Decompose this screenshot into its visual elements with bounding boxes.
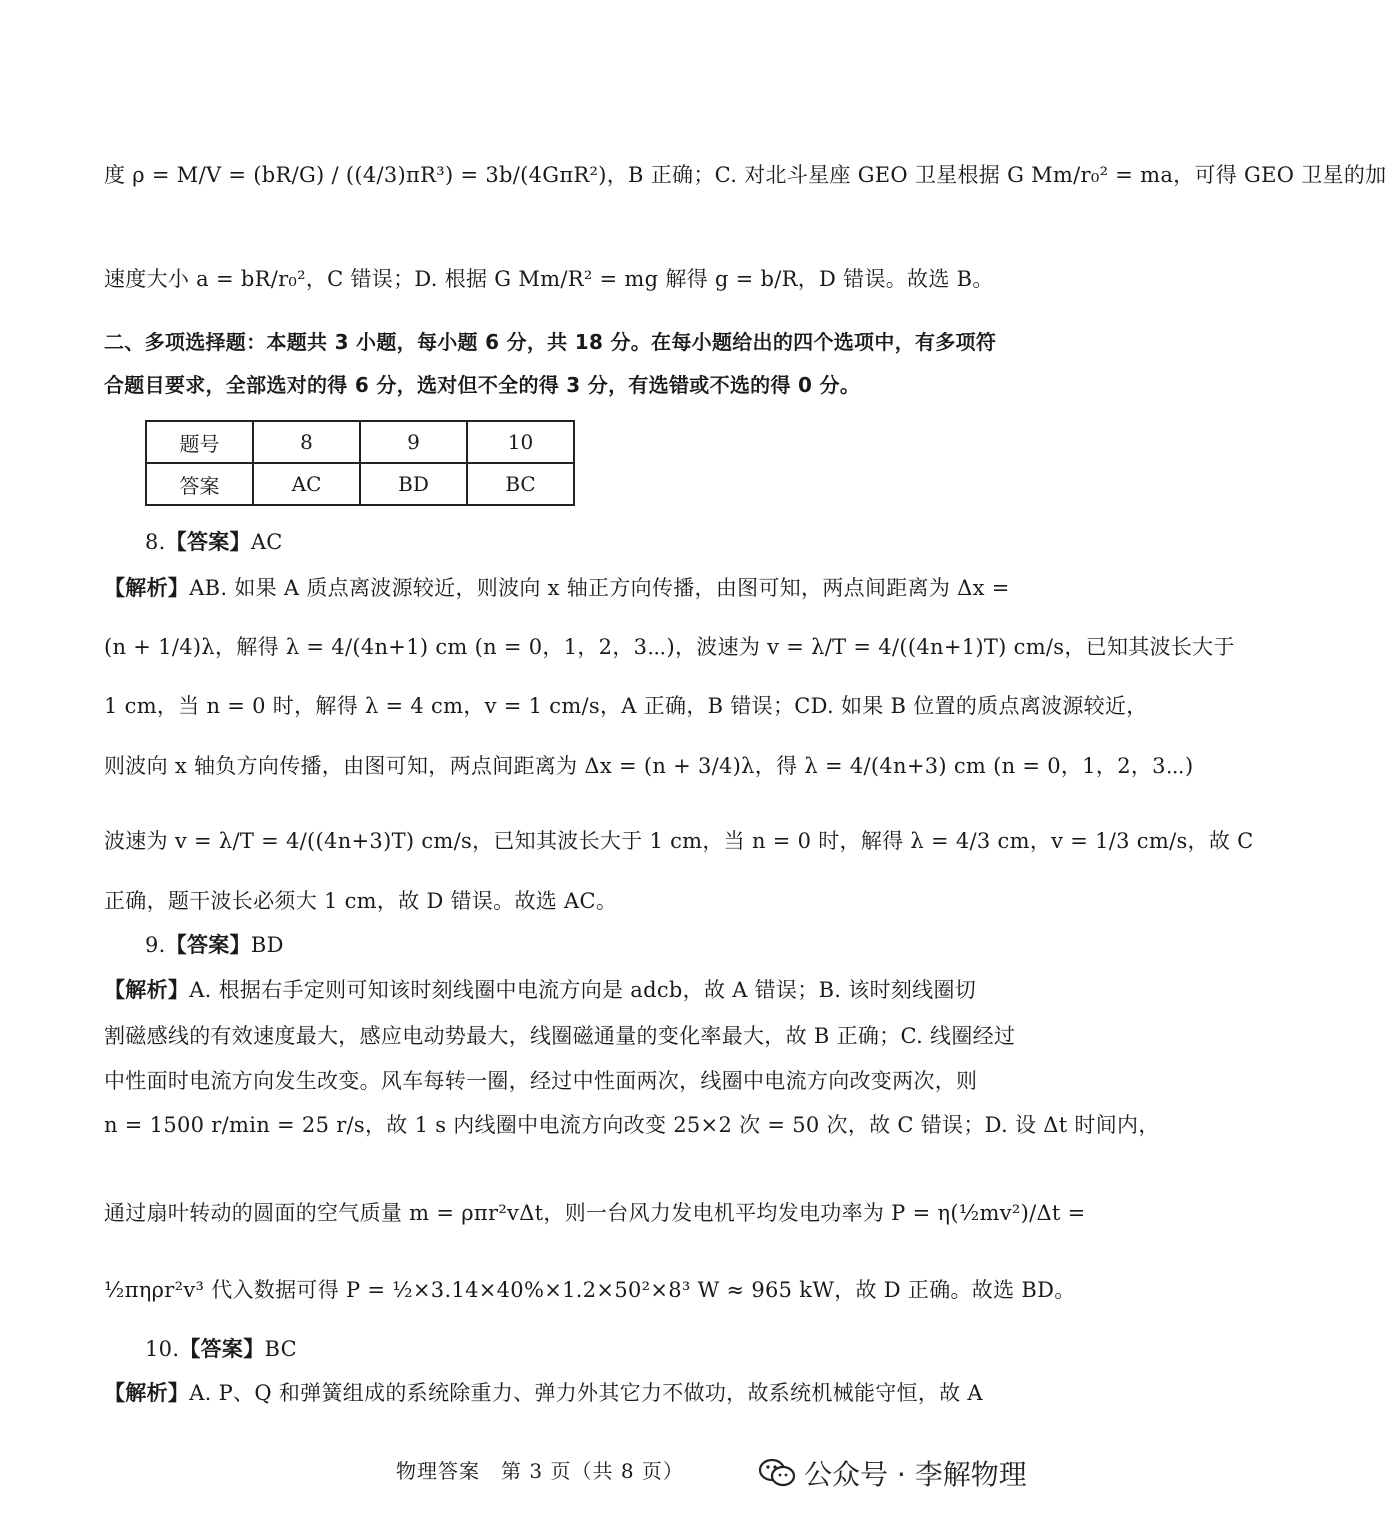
analysis-label: 【解析】 — [104, 978, 190, 1002]
analysis-line — [104, 573, 1010, 603]
answer-value: BD — [250, 933, 284, 957]
text-line: AB. 如果 A 质点离波源较近，则波向 x 轴正方向传播，由图可知，两点间距离为 Δx = — [189, 576, 1010, 600]
answer-value: AC — [250, 530, 283, 554]
answer-value: BC — [264, 1337, 298, 1361]
page-footer: 物理答案 第 3 页（共 8 页） — [396, 1459, 684, 1483]
text-line: 割磁感线的有效速度最大，感应电动势最大，线圈磁通量的变化率最大，故 B 正确；C. 线圈经过 — [104, 1024, 1016, 1048]
text-line: (n + 1/4)λ，解得 λ = 4/(4n+1) cm (n = 0，1，2，3⋯)，波速为 v = λ/T = 4/((4n+1)T) cm/s，已知其波长大于 — [104, 635, 1235, 659]
table-cell: AC — [253, 463, 360, 505]
text-line: A. P、Q 和弹簧组成的系统除重力、弹力外其它力不做功，故系统机械能守恒，故 A — [189, 1381, 983, 1405]
answer-label: 【答案】 — [179, 1337, 265, 1361]
text-line: 速度大小 a = bR/r₀²，C 错误；D. 根据 G Mm/R² = mg 解得 g = b/R，D 错误。故选 B。 — [104, 267, 994, 291]
answer-label: 【答案】 — [165, 933, 251, 957]
watermark — [758, 1453, 1027, 1493]
question-number: 9. — [145, 933, 166, 957]
analysis-label: 【解析】 — [104, 1381, 190, 1405]
table-cell: BC — [467, 463, 574, 505]
analysis-label: 【解析】 — [104, 576, 190, 600]
question-number: 10. — [145, 1337, 180, 1361]
text-line: 中性面时电流方向发生改变。风车每转一圈，经过中性面两次，线圈中电流方向改变两次，则 — [104, 1069, 978, 1093]
answer-heading-8 — [145, 527, 1021, 557]
table-row — [146, 463, 574, 505]
analysis-line — [104, 975, 980, 1005]
answer-table — [145, 420, 575, 506]
section-title: 合题目要求，全部选对的得 6 分，选对但不全的得 3 分，有选错或不选的得 0 分。 — [104, 373, 861, 397]
section-title: 二、多项选择题：本题共 3 小题，每小题 6 分，共 18 分。在每小题给出的四个选项中，有多项符 — [104, 330, 997, 354]
text-line: 正确，题干波长必须大 1 cm，故 D 错误。故选 AC。 — [104, 889, 618, 913]
table-cell: 题号 — [146, 421, 253, 463]
table-cell: BD — [360, 463, 467, 505]
table-cell: 8 — [253, 421, 360, 463]
watermark-text: 公众号 · 李解物理 — [804, 1458, 1027, 1491]
wechat-icon — [758, 1457, 796, 1489]
text-line: A. 根据右手定则可知该时刻线圈中电流方向是 adcb，故 A 错误；B. 该时刻线圈切 — [189, 978, 977, 1002]
answer-heading-9 — [145, 930, 1021, 960]
text-line: ½πηρr²v³ 代入数据可得 P = ½×3.14×40%×1.2×50²×8³ W ≈ 965 kW，故 D 正确。故选 BD。 — [104, 1278, 1076, 1302]
table-row — [146, 421, 574, 463]
analysis-line — [104, 1378, 983, 1408]
table-cell: 9 — [360, 421, 467, 463]
text-line: n = 1500 r/min = 25 r/s，故 1 s 内线圈中电流方向改变 25×2 次 = 50 次，故 C 错误；D. 设 Δt 时间内， — [104, 1113, 1160, 1137]
text-line: 波速为 v = λ/T = 4/((4n+3)T) cm/s，已知其波长大于 1 cm，当 n = 0 时，解得 λ = 4/3 cm，v = 1/3 cm/s，故 C — [104, 829, 1254, 853]
text-line: 则波向 x 轴负方向传播，由图可知，两点间距离为 Δx = (n + 3/4)λ，得 λ = 4/(4n+3) cm (n = 0，1，2，3⋯) — [104, 754, 1194, 778]
question-number: 8. — [145, 530, 166, 554]
answer-label: 【答案】 — [165, 530, 251, 554]
text-line: 度 ρ = M/V = (bR/G) / ((4/3)πR³) = 3b/(4GπR²)，B 正确；C. 对北斗星座 GEO 卫星根据 G Mm/r₀² = ma，可得 GEO 卫星的加 — [104, 163, 1386, 187]
table-cell: 10 — [467, 421, 574, 463]
table-cell: 答案 — [146, 463, 253, 505]
text-line: 1 cm，当 n = 0 时，解得 λ = 4 cm，v = 1 cm/s，A 正确，B 错误；CD. 如果 B 位置的质点离波源较近， — [104, 694, 1148, 718]
answer-heading-10 — [145, 1334, 1021, 1364]
text-line: 通过扇叶转动的圆面的空气质量 m = ρπr²vΔt，则一台风力发电机平均发电功率为 P = η(½mv²)/Δt = — [104, 1201, 1086, 1225]
